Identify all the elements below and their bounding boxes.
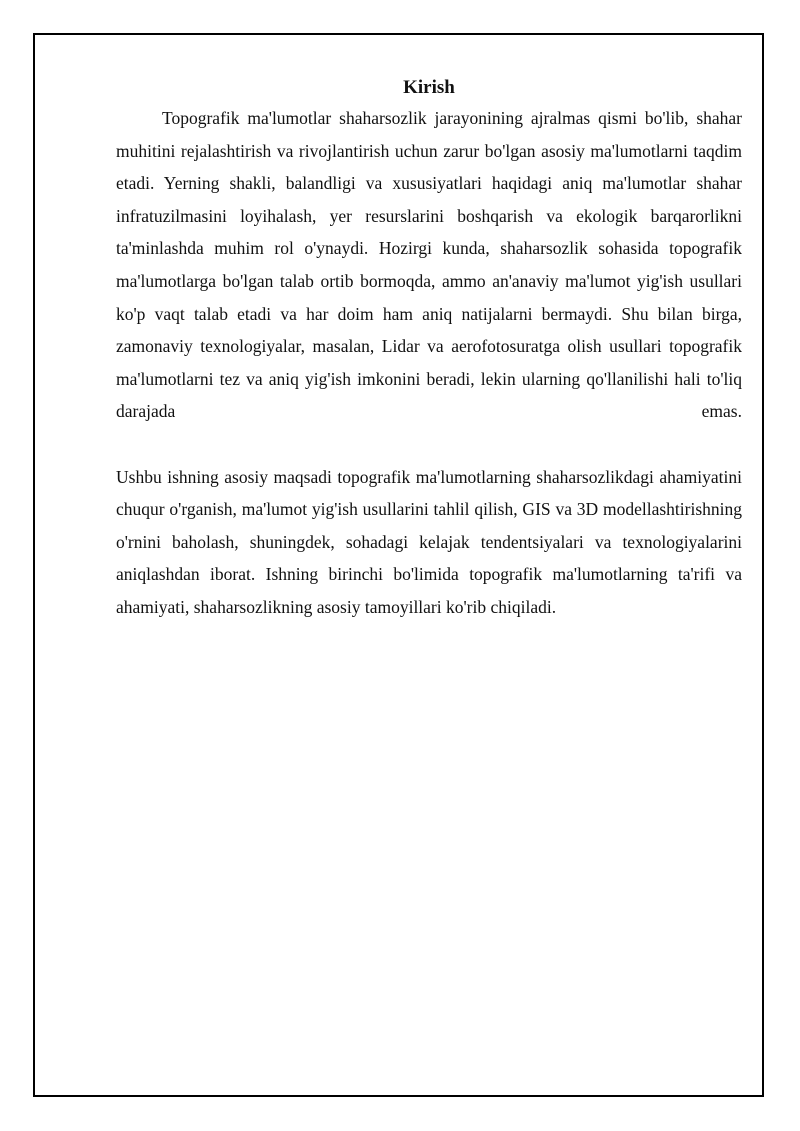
paragraph-objective: Ushbu ishning asosiy maqsadi topografik ma'lumotlarning shaharsozlikdagi ahamiyatini chuqur o'rganish, ma'lumot yig'ish usullarini tahlil qilish, GIS va 3D modellashtirishning o'rnini baholash, shuningdek, sohadagi kelajak tendentsiyalari va texnologiyalarini aniqlashdan iborat. Ishning birinchi bo'limida topografik ma'lumotlarning ta'rifi va ahamiyati, shaharsozlikning asosiy tamoyillari ko'rib chiqiladi. <box>116 466 742 617</box>
page-title: Kirish <box>403 77 455 98</box>
paragraph-introduction: Topografik ma'lumotlar shaharsozlik jarayonining ajralmas qismi bo'lib, shahar muhitini rejalashtirish va rivojlantirish uchun zarur bo'lgan asosiy ma'lumotlarni taqdim etadi. Yerning shakli, balandligi va xususiyatlari haqidagi aniq ma'lumotlar shahar infratuzilmasini loyihalash, yer resurslarini boshqarish va ekologik barqarorlikni ta'minlashda muhim rol o'ynaydi. Hozirgi kunda, shaharsozlik sohasida topografik ma'lumotlarga bo'lgan talab ortib bormoqda, ammo an'anaviy ma'lumot yig'ish usullari ko'p vaqt talab etadi va har doim ham aniq natijalarni bermaydi. Shu bilan birga, zamonaviy texnologiyalar, masalan, Lidar va aerofotosuratga olish usullari topografik ma'lumotlarni tez va aniq yig'ish imkonini beradi, lekin ularning qo'llanilishi hali to'liq darajada emas. <box>116 108 742 422</box>
document-body <box>116 74 742 624</box>
